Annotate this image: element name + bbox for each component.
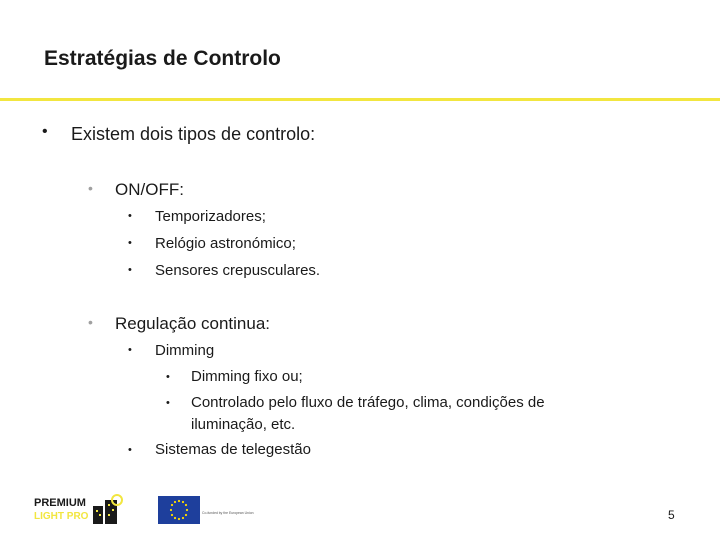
logo-line2: LIGHT PRO	[34, 511, 89, 522]
eu-funding-caption	[202, 497, 254, 523]
title-divider	[0, 98, 720, 101]
bullet-dot: •	[128, 344, 132, 356]
list-item: Dimming	[155, 342, 215, 359]
onoff-label: ON/OFF:	[115, 180, 184, 199]
eu-caption-text: Co-funded by the European Union	[202, 511, 254, 515]
intro-text: Existem dois tipos de controlo:	[71, 124, 316, 144]
bullet-dot: •	[166, 371, 170, 383]
bullet-dot: •	[42, 123, 48, 140]
regulation-label: Regulação continua:	[115, 314, 271, 333]
list-item: Controlado pelo fluxo de tráfego, clima, condições de	[191, 394, 545, 411]
premium-light-pro-logo	[33, 492, 125, 526]
slide-title: Estratégias de Controlo	[44, 47, 281, 70]
bullet-dot: •	[128, 210, 132, 222]
bullet-dot: •	[166, 397, 170, 409]
bullet-dot: •	[88, 314, 93, 330]
bullet-dot: •	[128, 444, 132, 456]
list-item: Sistemas de telegestão	[155, 441, 311, 458]
list-item: Sensores crepusculares.	[155, 262, 321, 279]
eu-flag-icon	[158, 496, 200, 524]
logo-line1: PREMIUM	[34, 497, 86, 509]
list-item: Dimming fixo ou;	[191, 368, 303, 385]
bullet-dot: •	[88, 180, 93, 196]
bullet-dot: •	[128, 237, 132, 249]
list-item: Temporizadores;	[155, 208, 266, 225]
bullet-dot: •	[128, 264, 132, 276]
page-number: 5	[668, 508, 675, 522]
list-item-continuation: iluminação, etc.	[191, 416, 296, 433]
list-item: Relógio astronómico;	[155, 235, 296, 252]
